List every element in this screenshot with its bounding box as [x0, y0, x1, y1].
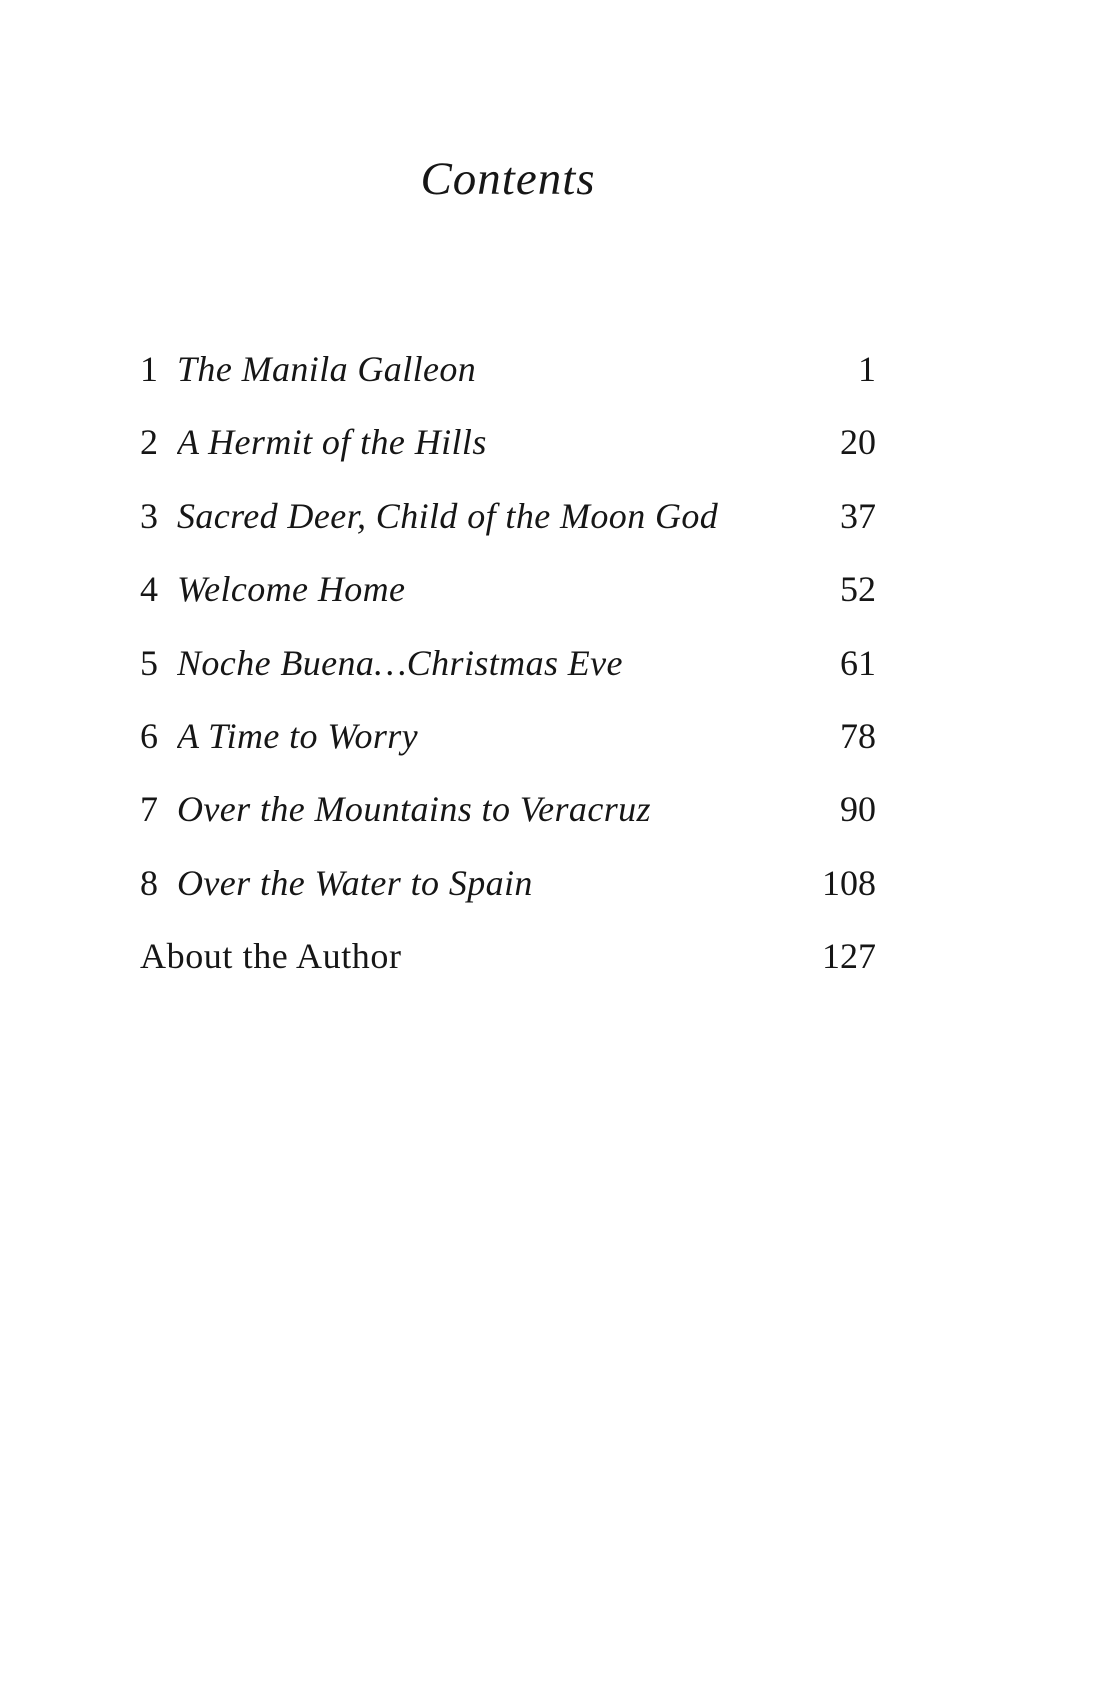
chapter-title: Over the Mountains to Veracruz: [177, 789, 651, 830]
chapter-title: Sacred Deer, Child of the Moon God: [177, 495, 719, 536]
toc-entry: [140, 333, 876, 406]
chapter-title: The Manila Galleon: [177, 349, 477, 389]
table-of-contents: [140, 333, 876, 994]
chapter-page-number: 37: [840, 495, 876, 536]
back-matter-title: About the Author: [140, 936, 402, 977]
toc-entry: [140, 406, 876, 479]
chapter-title: A Time to Worry: [177, 715, 419, 756]
chapter-page-number: 52: [840, 569, 876, 610]
toc-entry: [140, 773, 876, 846]
toc-entry: [140, 700, 876, 773]
chapter-number: 4: [140, 569, 158, 610]
chapter-page-number: 1: [858, 349, 876, 389]
chapter-page-number: 20: [840, 422, 876, 463]
chapter-title: Welcome Home: [177, 569, 406, 610]
toc-entry-about-the-author: [140, 920, 876, 993]
toc-entry: [140, 480, 876, 553]
page-title: Contents: [420, 153, 596, 205]
toc-entry: [140, 553, 876, 626]
toc-entry: [140, 847, 876, 920]
chapter-number: 6: [140, 715, 158, 756]
chapter-number: 5: [140, 642, 158, 683]
chapter-page-number: 61: [840, 642, 876, 683]
chapter-title: A Hermit of the Hills: [177, 422, 487, 463]
chapter-number: 2: [140, 422, 158, 463]
chapter-page-number: 78: [840, 715, 876, 756]
chapter-number: 8: [140, 862, 158, 903]
chapter-title: Noche Buena…Christmas Eve: [177, 642, 623, 683]
chapter-title: Over the Water to Spain: [177, 862, 533, 903]
chapter-page-number: 108: [822, 862, 876, 903]
chapter-number: 3: [140, 495, 158, 536]
chapter-number: 1: [140, 349, 158, 389]
toc-entry: [140, 627, 876, 700]
back-matter-page-number: 127: [822, 936, 876, 977]
chapter-page-number: 90: [840, 789, 876, 830]
chapter-number: 7: [140, 789, 158, 830]
